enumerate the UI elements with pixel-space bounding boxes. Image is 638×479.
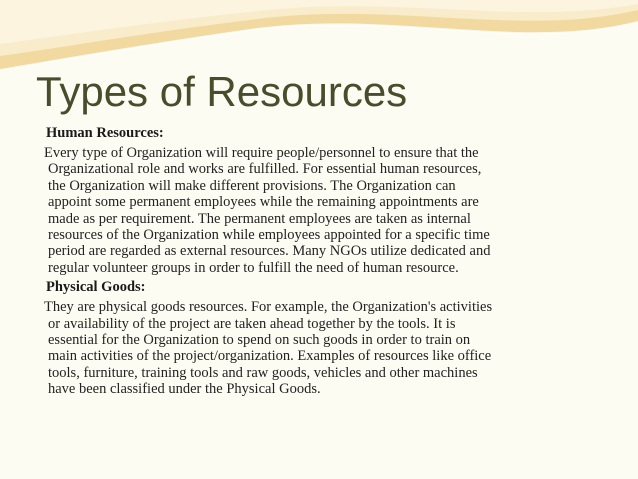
paragraph-line: the Organization will make different provisions. The Organization can bbox=[48, 177, 456, 194]
paragraph-line: made as per requirement. The permanent employees are taken as internal bbox=[48, 210, 471, 227]
paragraph-line: essential for the Organization to spend on such goods in order to train on bbox=[48, 332, 471, 349]
decorative-wave-header bbox=[0, 0, 638, 70]
paragraph-line: Organizational role and works are fulfilled. For essential human resources, bbox=[48, 161, 482, 178]
paragraph-line: Every type of Organization will require people/personnel to ensure that the bbox=[44, 145, 479, 161]
paragraph-line: or availability of the project are taken ahead together by the tools. It is bbox=[48, 315, 456, 332]
slide-body bbox=[40, 124, 615, 400]
paragraph-line: appoint some permanent employees while the remaining appointments are bbox=[48, 194, 479, 211]
slide-title: Types of Resources bbox=[36, 68, 408, 115]
paragraph-human-resources bbox=[40, 145, 615, 276]
paragraph-line: tools, furniture, training tools and raw goods, vehicles and other machines bbox=[48, 364, 478, 381]
paragraph-physical-goods bbox=[40, 299, 615, 397]
section-heading-human-resources: Human Resources: bbox=[46, 125, 164, 141]
paragraph-line: period are regarded as external resources. Many NGOs utilize dedicated and bbox=[48, 243, 491, 260]
paragraph-line: main activities of the project/organization. Examples of resources like office bbox=[48, 348, 492, 365]
paragraph-line: resources of the Organization while employees appointed for a specific time bbox=[48, 227, 490, 244]
paragraph-line: regular volunteer groups in order to fulfill the need of human resource. bbox=[48, 259, 459, 276]
paragraph-line: They are physical goods resources. For example, the Organization's activities bbox=[44, 299, 493, 316]
paragraph-line: have been classified under the Physical Goods. bbox=[48, 381, 321, 398]
section-heading-physical-goods: Physical Goods: bbox=[46, 279, 146, 296]
